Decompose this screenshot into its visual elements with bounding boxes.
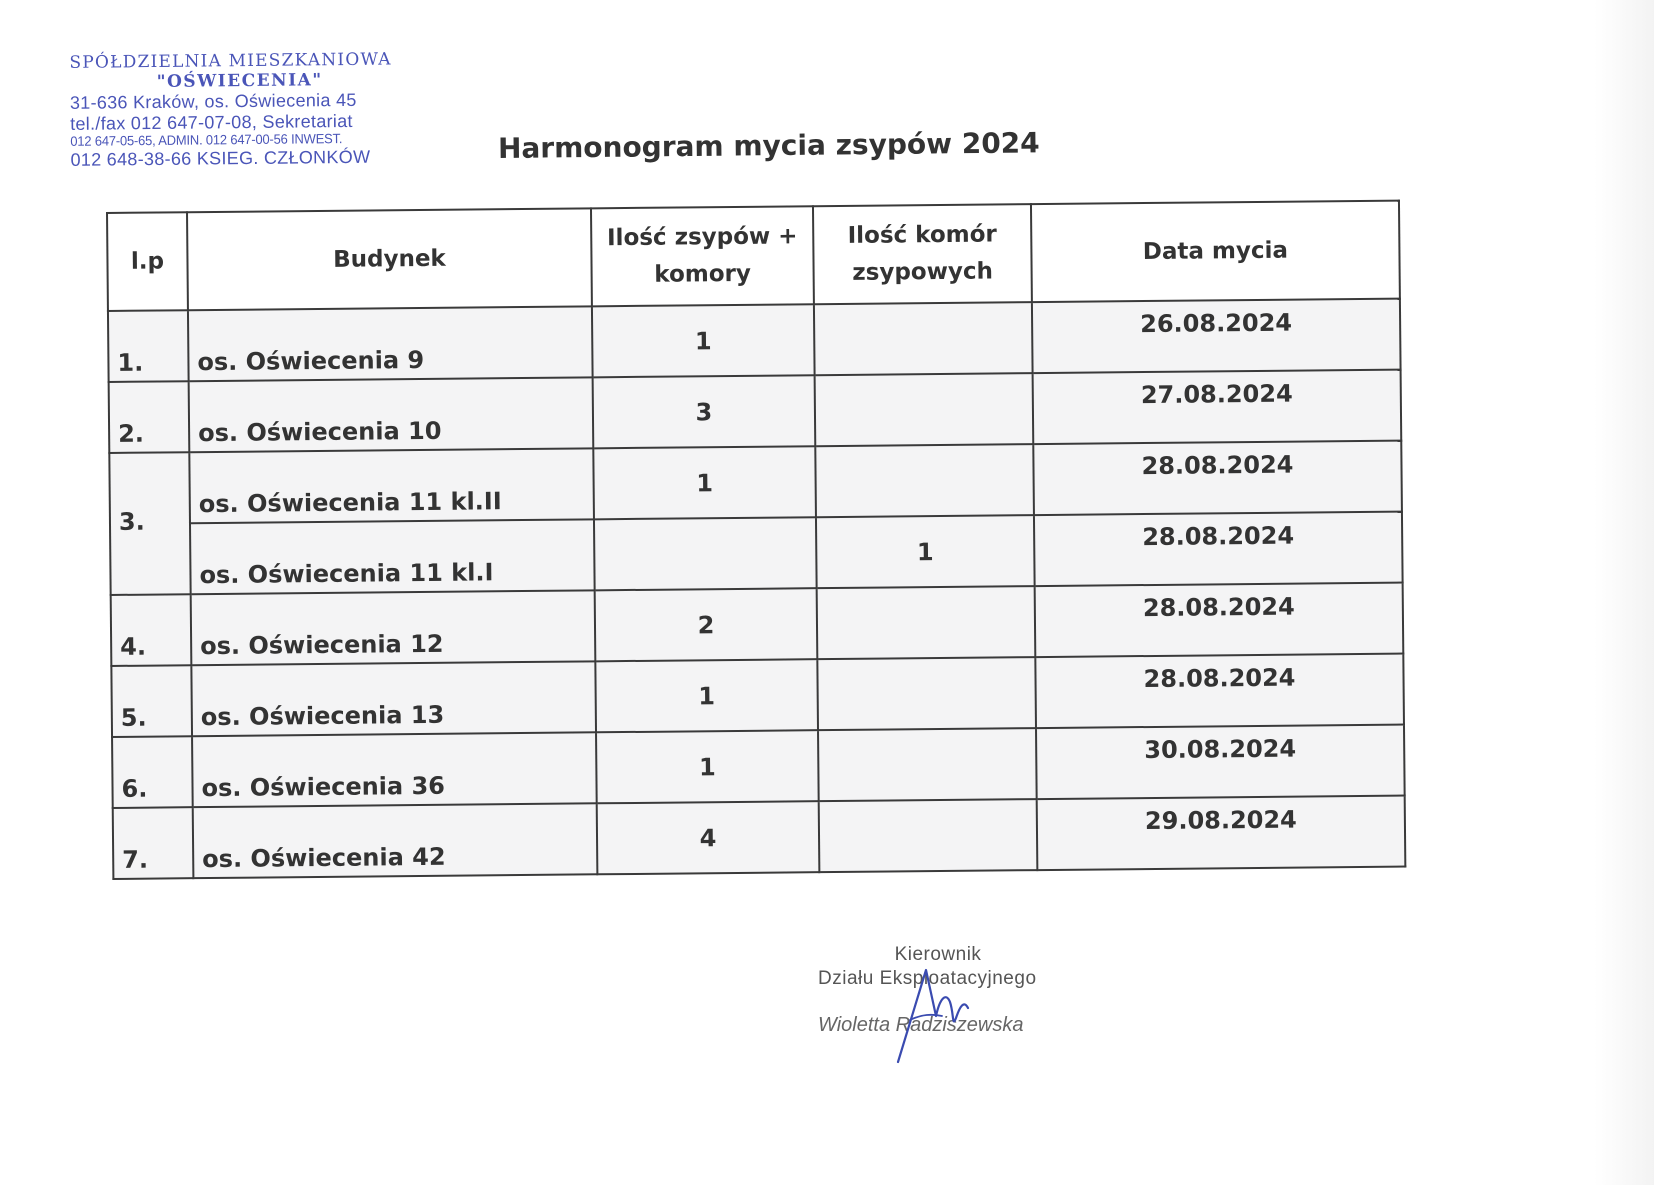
cell-budynek: os. Oświecenia 13	[191, 661, 596, 736]
cell-komory: 1	[816, 515, 1035, 588]
header-komory: Ilość komór zsypowych	[813, 204, 1032, 304]
stamp-line-phones-admin: 012 647-05-65, ADMIN. 012 647-00-56 INWEST.	[70, 131, 343, 150]
stamp-line-phone: tel./fax 012 647-07-08, Sekretariat	[70, 110, 353, 134]
cell-lp: 3.	[109, 452, 190, 595]
cell-komory	[815, 444, 1034, 517]
signature-name: Wioletta Radziszewska	[818, 1014, 1024, 1036]
cell-data: 29.08.2024	[1037, 796, 1406, 871]
cell-data: 28.08.2024	[1035, 583, 1404, 658]
cell-data: 26.08.2024	[1032, 299, 1401, 374]
signature-role: Kierownik	[894, 944, 982, 965]
table-row	[109, 370, 1402, 453]
cell-lp: 4.	[111, 594, 192, 666]
cell-komory	[818, 728, 1037, 801]
cell-komory	[819, 799, 1038, 872]
cell-zsypy: 1	[595, 659, 818, 732]
cell-zsypy: 2	[595, 588, 818, 661]
cell-budynek: os. Oświecenia 10	[189, 377, 594, 452]
table-header-row	[107, 201, 1400, 311]
stamp-line-phones-accounting: 012 648-38-66 KSIEG. CZŁONKÓW	[70, 146, 371, 170]
cell-data: 28.08.2024	[1035, 654, 1404, 729]
cell-komory	[817, 657, 1036, 730]
cell-budynek: os. Oświecenia 12	[191, 590, 596, 665]
schedule-table	[106, 200, 1406, 880]
cell-komory	[817, 586, 1036, 659]
page-edge-shadow	[1594, 0, 1654, 1185]
cell-zsypy	[594, 517, 817, 590]
cell-budynek: os. Oświecenia 36	[192, 732, 597, 807]
table-row	[108, 299, 1401, 382]
table-row	[109, 441, 1402, 524]
header-zsypy: Ilość zsypów + komory	[591, 206, 814, 306]
table-row	[113, 796, 1406, 879]
document-title: Harmonogram mycia zsypów 2024	[497, 126, 1040, 165]
cell-zsypy: 1	[592, 304, 815, 377]
table-row	[110, 512, 1403, 595]
header-budynek: Budynek	[187, 208, 592, 310]
cell-komory	[814, 302, 1033, 375]
table-row	[112, 725, 1405, 808]
cell-lp: 5.	[111, 665, 192, 737]
cooperative-stamp	[69, 50, 430, 170]
stamp-line-subname: "OŚWIECENIA"	[156, 69, 323, 92]
cell-komory	[815, 373, 1034, 446]
cell-data: 27.08.2024	[1033, 370, 1402, 445]
stamp-line-address: 31-636 Kraków, os. Oświecenia 45	[69, 89, 357, 113]
cell-budynek: os. Oświecenia 11 kl.I	[190, 519, 595, 594]
schedule-table-container	[106, 200, 1406, 880]
cell-lp: 7.	[113, 807, 194, 879]
signature-department: Działu Eksploatacyjnego	[818, 968, 1037, 989]
cell-lp: 1.	[108, 310, 189, 382]
cell-lp: 6.	[112, 736, 193, 808]
table-row	[111, 583, 1404, 666]
cell-lp: 2.	[109, 381, 190, 453]
table-row	[111, 654, 1404, 737]
cell-zsypy: 3	[593, 375, 816, 448]
header-lp: l.p	[107, 212, 188, 311]
cell-budynek: os. Oświecenia 42	[193, 803, 598, 878]
cell-zsypy: 1	[596, 730, 819, 803]
cell-budynek: os. Oświecenia 9	[188, 306, 593, 381]
cell-data: 28.08.2024	[1034, 512, 1403, 587]
cell-zsypy: 4	[597, 801, 820, 874]
cell-zsypy: 1	[593, 446, 816, 519]
cell-data: 28.08.2024	[1033, 441, 1402, 516]
stamp-line-name: SPÓŁDZIELNIA MIESZKANIOWA	[69, 49, 392, 73]
cell-budynek: os. Oświecenia 11 kl.II	[189, 448, 594, 523]
header-data: Data mycia	[1031, 201, 1400, 303]
cell-data: 30.08.2024	[1036, 725, 1405, 800]
handwritten-signature-icon	[888, 958, 978, 1068]
